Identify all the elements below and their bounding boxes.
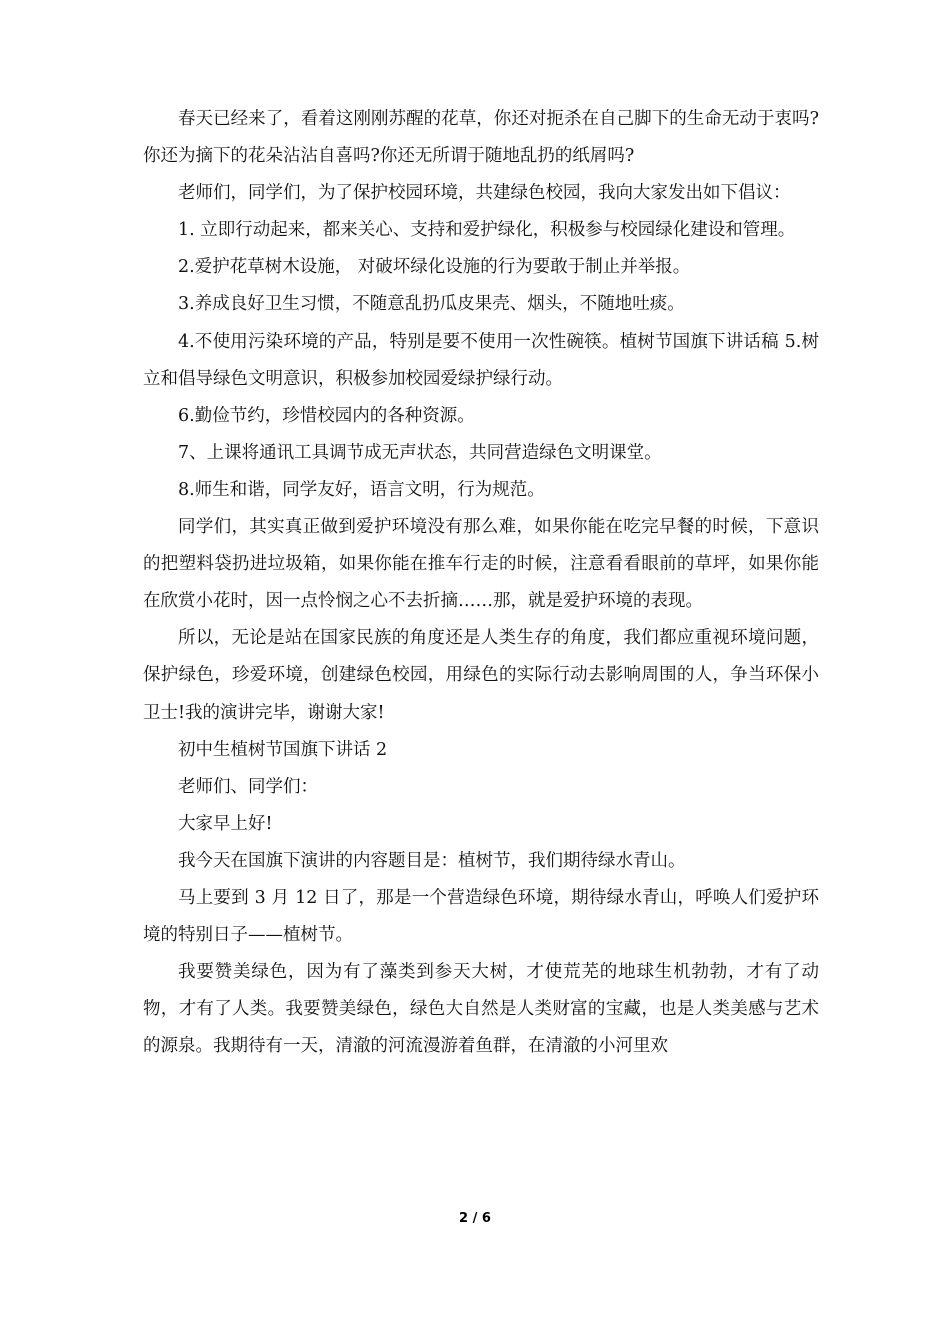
salutation: 老师们、同学们：: [178, 776, 318, 797]
paragraph: 老师们，同学们，为了保护校园环境，共建绿色校园，我向大家发出如下倡议：: [178, 183, 791, 204]
list-item: 2.爱护花草树木设施， 对破坏绿化设施的行为要敢于制止并举报。: [178, 257, 691, 278]
section-title: 初中生植树节国旗下讲话 2: [178, 739, 388, 760]
greeting: 大家早上好!: [178, 813, 273, 834]
list-item: 6.勤俭节约，珍惜校园内的各种资源。: [178, 405, 475, 426]
list-item: 8.师生和谐，同学友好，语言文明，行为规范。: [178, 479, 545, 500]
document-body: [143, 101, 819, 1065]
paragraph: 春天已经来了，看着这刚刚苏醒的花草，你还对扼杀在自己脚下的生命无动于衷吗?你还为摘下的花朵沾沾自喜吗?你还无所谓于随地乱扔的纸屑吗?: [143, 109, 819, 167]
page-number: 2 / 6: [459, 1211, 491, 1226]
list-item: 3.养成良好卫生习惯，不随意乱扔瓜皮果壳、烟头，不随地吐痰。: [178, 294, 685, 315]
paragraph: 所以，无论是站在国家民族的角度还是人类生存的角度，我们都应重视环境问题，保护绿色，珍爱环境，创建绿色校园，用绿色的实际行动去影响周围的人，争当环保小卫士!我的演讲完毕，谢谢大家!: [143, 628, 819, 723]
paragraph: 同学们，其实真正做到爱护环境没有那么难，如果你能在吃完早餐的时候，下意识的把塑料袋扔进垃圾箱，如果你能在推车行走的时候，注意看看眼前的草坪，如果你能在欣赏小花时，因一点怜悯之心不去折摘……那，就是爱护环境的表现。: [143, 517, 819, 612]
paragraph: 马上要到 3 月 12 日了，那是一个营造绿色环境，期待绿水青山，呼唤人们爱护环境的特别日子——植树节。: [143, 887, 819, 946]
paragraph: 我要赞美绿色，因为有了藻类到参天大树，才使荒芜的地球生机勃勃，才有了动物，才有了人类。我要赞美绿色，绿色大自然是人类财富的宝藏，也是人类美感与艺术的源泉。我期待有一天，清澈的河流漫游着鱼群，在清澈的小河里欢: [143, 962, 819, 1057]
list-item: 4.不使用污染环境的产品，特别是要不使用一次性碗筷。植树节国旗下讲话稿 5.树立和倡导绿色文明意识，积极参加校园爱绿护绿行动。: [143, 331, 819, 389]
list-item: 1. 立即行动起来，都来关心、支持和爱护绿化，积极参与校园绿化建设和管理。: [178, 220, 796, 241]
list-item: 7、上课将通讯工具调节成无声状态，共同营造绿色文明课堂。: [178, 442, 662, 463]
paragraph: 我今天在国旗下演讲的内容题目是：植树节，我们期待绿水青山。: [178, 850, 686, 871]
